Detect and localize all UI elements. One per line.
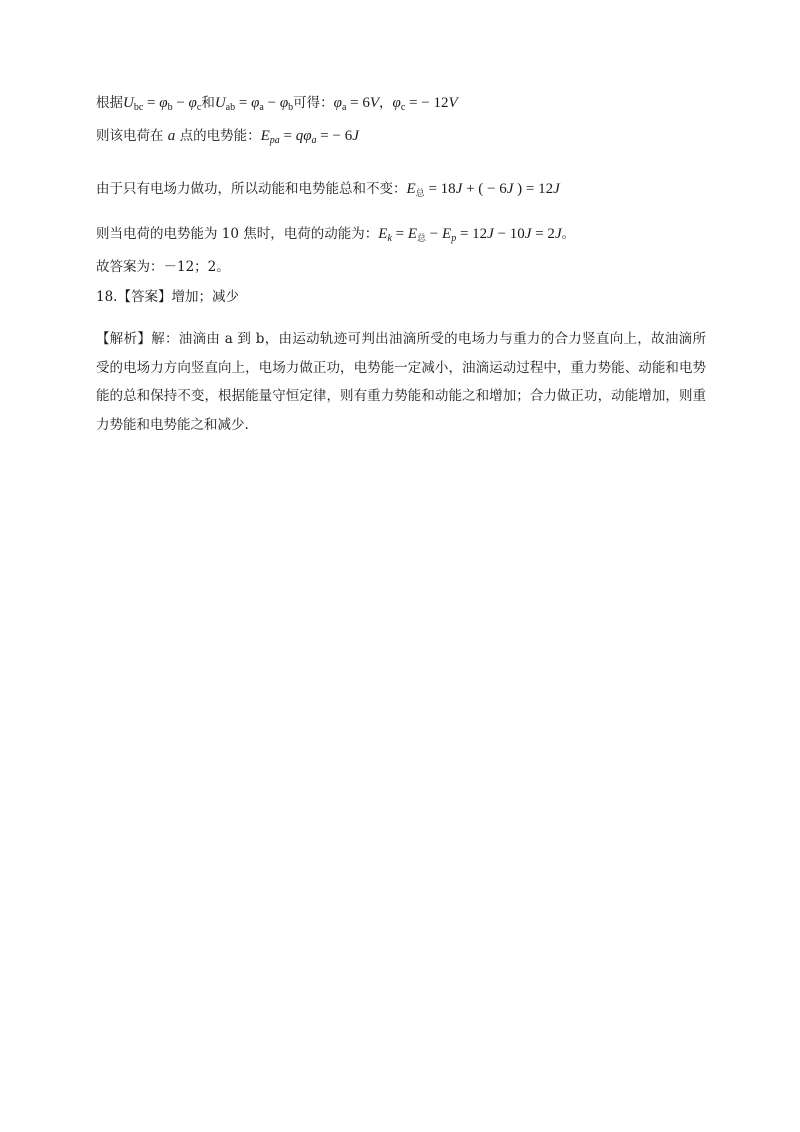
unit: V bbox=[369, 95, 380, 111]
potential-energy-line bbox=[96, 126, 359, 151]
math-symbol: U bbox=[214, 95, 226, 111]
total-energy-line bbox=[96, 179, 560, 204]
math-value: = 12 bbox=[456, 226, 488, 242]
text: 根据 bbox=[96, 95, 123, 111]
math-value: ) = 12 bbox=[513, 181, 554, 197]
analysis-paragraph: 【解析】解：油滴由 a 到 b，由运动轨迹可判出油滴所受的电场力与重力的合力竖直向上，故油滴所受的电场力方向竖直向上，电场力做正功，电势能一定减小，油滴运动过程中，重力势能、动能和电势能的总和保持不变，根据能量守恒定律，则有重力势能和动能之和增加；合力做正功，动能增加，则重力势能和电势能之和减少. bbox=[96, 331, 706, 433]
subscript: pa bbox=[269, 135, 280, 146]
potential-line bbox=[96, 93, 458, 118]
math-value: = 2 bbox=[531, 226, 555, 242]
unit: J bbox=[455, 181, 463, 197]
math-symbol: a bbox=[167, 128, 176, 144]
math-operator: = bbox=[279, 128, 296, 144]
text: 。 bbox=[561, 226, 576, 242]
unit: V bbox=[448, 95, 458, 111]
math-symbol: φ bbox=[392, 95, 401, 111]
math-symbol: φ bbox=[333, 95, 342, 111]
text: 则该电荷在 bbox=[96, 128, 168, 144]
math-symbol: φ bbox=[279, 95, 289, 111]
kinetic-energy-line bbox=[96, 224, 575, 249]
text: 则当电荷的电势能为 10 焦时，电荷的动能为： bbox=[96, 226, 379, 242]
unit: J bbox=[553, 181, 560, 197]
subscript: b bbox=[288, 102, 294, 113]
text: 和 bbox=[201, 95, 215, 111]
question-18-answer: 18.【答案】增加；减少 bbox=[96, 289, 239, 305]
math-operator: = bbox=[143, 95, 160, 111]
text: 可得： bbox=[293, 95, 334, 111]
text: 由于只有电场力做功，所以动能和电势能总和不变： bbox=[96, 181, 407, 197]
unit: J bbox=[554, 226, 562, 242]
text: 点的电势能： bbox=[175, 128, 261, 144]
math-value: = 6 bbox=[346, 95, 370, 111]
math-symbol: E bbox=[378, 226, 388, 242]
math-operator: = bbox=[235, 95, 252, 111]
text: ， bbox=[379, 95, 393, 111]
unit: J bbox=[506, 181, 514, 197]
math-value: = − 12 bbox=[405, 95, 449, 111]
math-symbol: E bbox=[260, 128, 270, 144]
subscript: a bbox=[341, 102, 347, 113]
math-operator: − bbox=[172, 95, 189, 111]
math-symbol: φ bbox=[188, 95, 197, 111]
subscript: c bbox=[400, 102, 406, 113]
subscript: b bbox=[167, 102, 173, 113]
math-symbol: qφ bbox=[295, 128, 312, 144]
math-operator: − bbox=[426, 226, 443, 242]
math-value: = − 6 bbox=[316, 128, 353, 144]
math-symbol: E bbox=[442, 226, 452, 242]
unit: J bbox=[352, 128, 359, 144]
math-symbol: φ bbox=[159, 95, 168, 111]
math-value: + ( − 6 bbox=[462, 181, 507, 197]
subscript: ab bbox=[225, 102, 236, 113]
math-operator: = bbox=[391, 226, 408, 242]
unit: J bbox=[487, 226, 494, 242]
subscript: a bbox=[259, 102, 264, 113]
math-value: − 10 bbox=[493, 226, 525, 242]
math-symbol: E bbox=[406, 181, 416, 197]
answer-line: 故答案为：－12；2。 bbox=[96, 259, 230, 275]
subscript: c bbox=[196, 102, 202, 113]
subscript: k bbox=[387, 233, 392, 244]
math-symbol: U bbox=[123, 95, 134, 111]
math-symbol: φ bbox=[251, 95, 260, 111]
unit: J bbox=[524, 226, 532, 242]
subscript: p bbox=[451, 233, 457, 244]
subscript: a bbox=[311, 135, 317, 146]
math-value: = 18 bbox=[424, 181, 456, 197]
math-symbol: E bbox=[407, 226, 418, 242]
subscript: 总 bbox=[417, 234, 427, 244]
math-operator: − bbox=[263, 95, 280, 111]
subscript: bc bbox=[133, 102, 144, 113]
subscript: 总 bbox=[415, 189, 425, 199]
